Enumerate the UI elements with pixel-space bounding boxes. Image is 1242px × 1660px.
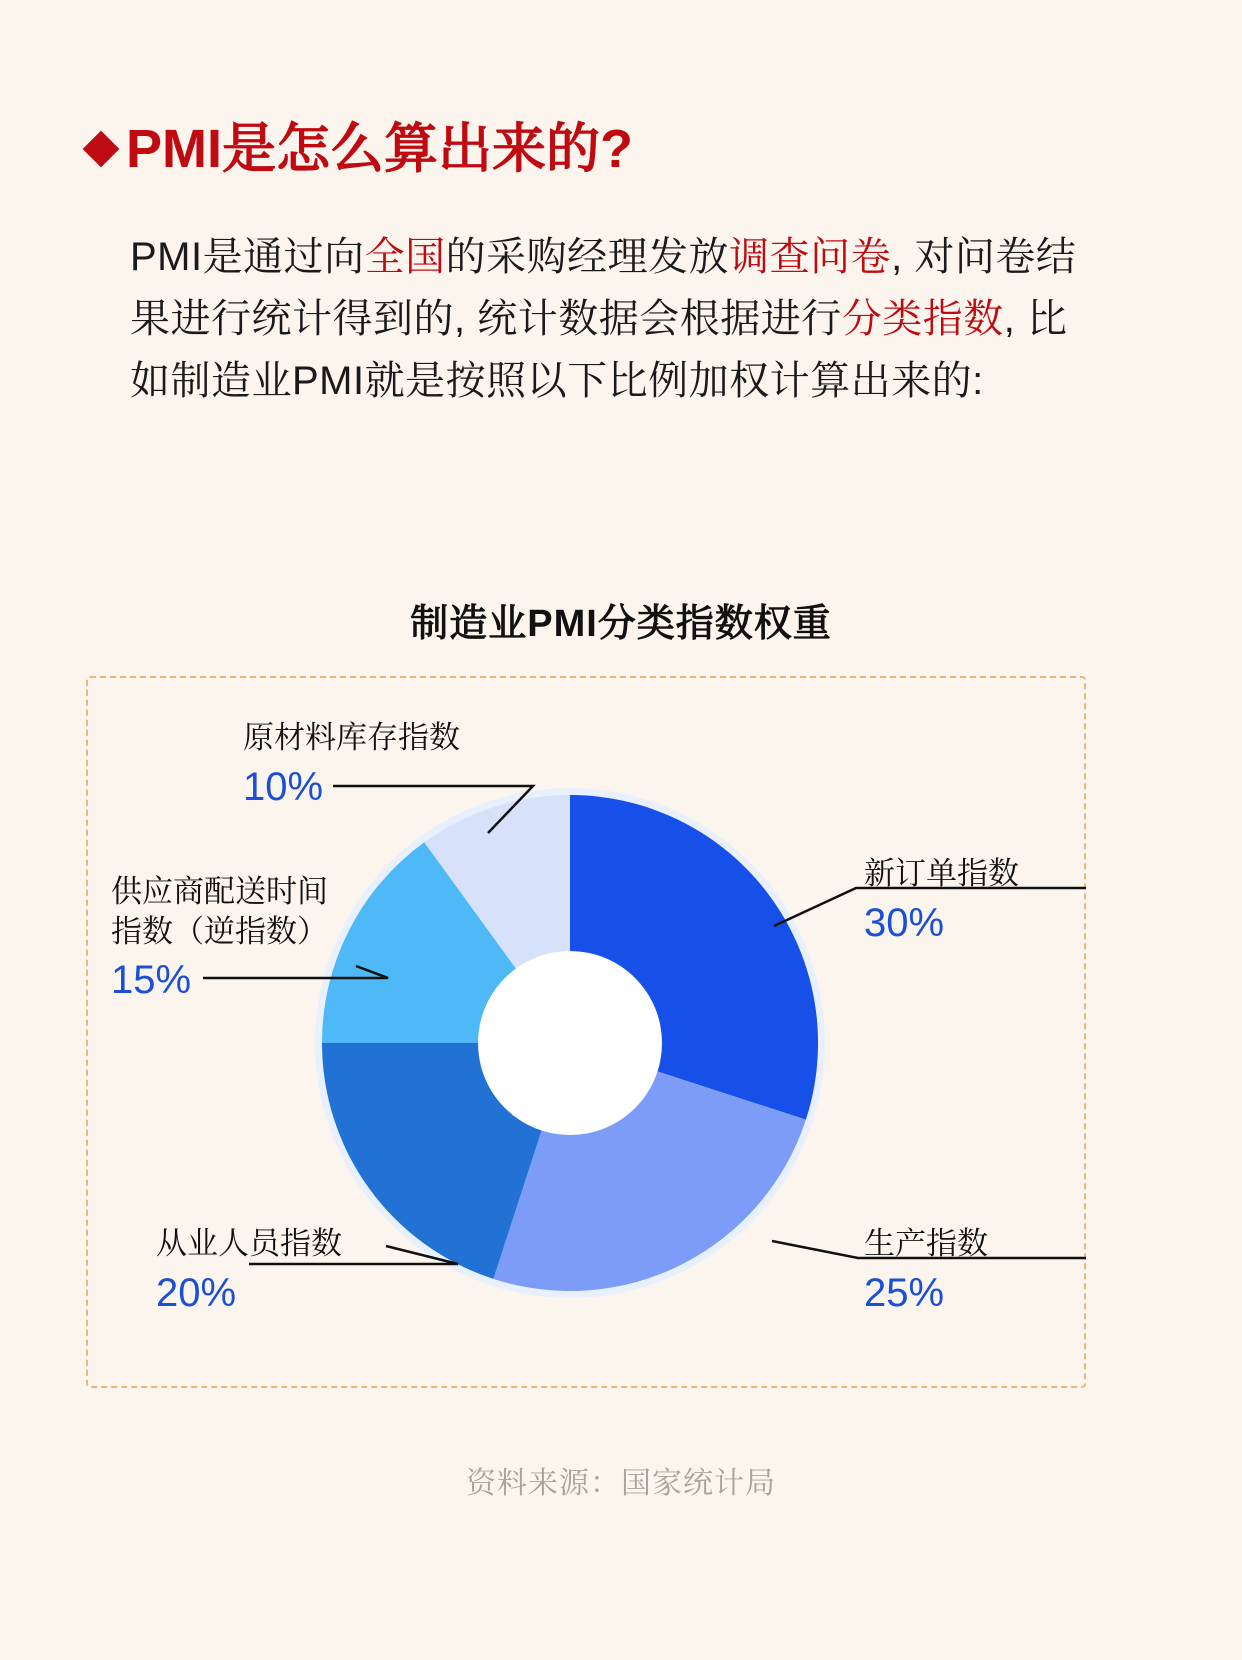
para-highlight-2: 调查问卷 <box>729 235 892 279</box>
para-segment-5: , 比如制造业PMI就是按照以下比例加权计算出来的: <box>130 297 1068 403</box>
label-employment-value: 20% <box>156 1270 237 1315</box>
page-title <box>88 119 633 179</box>
diamond-icon <box>83 131 120 168</box>
chart-title: 制造业PMI分类指数权重 <box>410 603 832 645</box>
pie-chart <box>86 676 1086 1388</box>
para-segment-1: PMI是通过向 <box>130 235 365 279</box>
label-supplier-name-line1: 供应商配送时间 <box>111 874 328 909</box>
source-note: 资料来源：国家统计局 <box>466 1467 776 1500</box>
label-new-orders-name: 新订单指数 <box>864 856 1019 891</box>
para-segment-2: 的采购经理发放 <box>445 235 730 279</box>
label-production-value: 25% <box>864 1270 945 1315</box>
page-title-text: PMI是怎么算出来的? <box>126 119 633 179</box>
label-production-name: 生产指数 <box>864 1226 988 1261</box>
donut-hole <box>478 951 662 1135</box>
label-supplier-name-line2: 指数（逆指数） <box>111 913 328 949</box>
intro-paragraph <box>130 226 1100 412</box>
para-segment-3: , 对问卷结果进行统计得到的, 统计数据会根据 <box>130 235 1077 341</box>
label-materials-inventory <box>243 718 460 813</box>
label-materials-name: 原材料库存指数 <box>243 720 460 755</box>
para-highlight-1: 全国 <box>364 235 446 279</box>
para-segment-4: 进行 <box>760 297 842 341</box>
label-new-orders <box>864 854 1019 949</box>
label-employment-name: 从业人员指数 <box>156 1226 342 1261</box>
label-new-orders-value: 30% <box>864 900 945 945</box>
label-materials-value: 10% <box>243 764 324 809</box>
label-employment <box>156 1224 342 1319</box>
donut-svg <box>310 783 830 1303</box>
label-production <box>864 1224 988 1319</box>
para-highlight-3: 分类指数 <box>841 297 1004 341</box>
label-supplier-value: 15% <box>111 958 192 1003</box>
label-supplier-delivery <box>111 872 328 1007</box>
donut-graphic <box>310 783 830 1303</box>
